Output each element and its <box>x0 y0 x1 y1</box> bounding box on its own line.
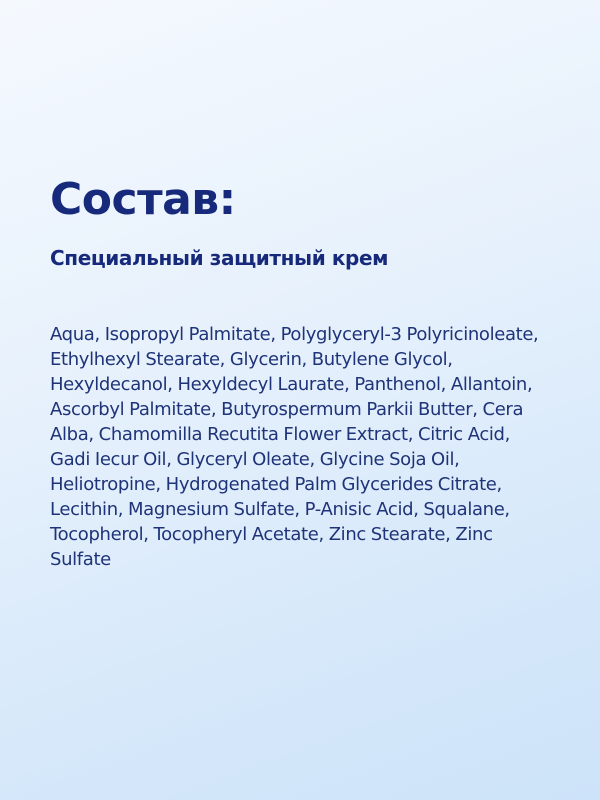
product-subtitle: Специальный защитный крем <box>50 246 389 270</box>
ingredients-list: Aqua, Isopropyl Palmitate, Polyglyceryl-3 Polyricinoleate, Ethylhexyl Stearate, Glycerin, Butylene Glycol, Hexyldecanol, Hexyldecyl Laurate, Panthenol, Allantoin, Ascorbyl Palmitate, Butyrospermum Parkii Butter, Cera Alba, Chamomilla Recutita Flower Extract, Citric Acid, Gadi Iecur Oil, Glyceryl Oleate, Glycine Soja Oil, Heliotropine, Hydrogenated Palm Glycerides Citrate, Lecithin, Magnesium Sulfate, P-Anisic Acid, Squalane, Tocopherol, Tocopheryl Acetate, Zinc Stearate, Zinc Sulfate <box>50 324 539 570</box>
page-title: Состав: <box>50 174 236 225</box>
composition-card <box>50 170 550 572</box>
